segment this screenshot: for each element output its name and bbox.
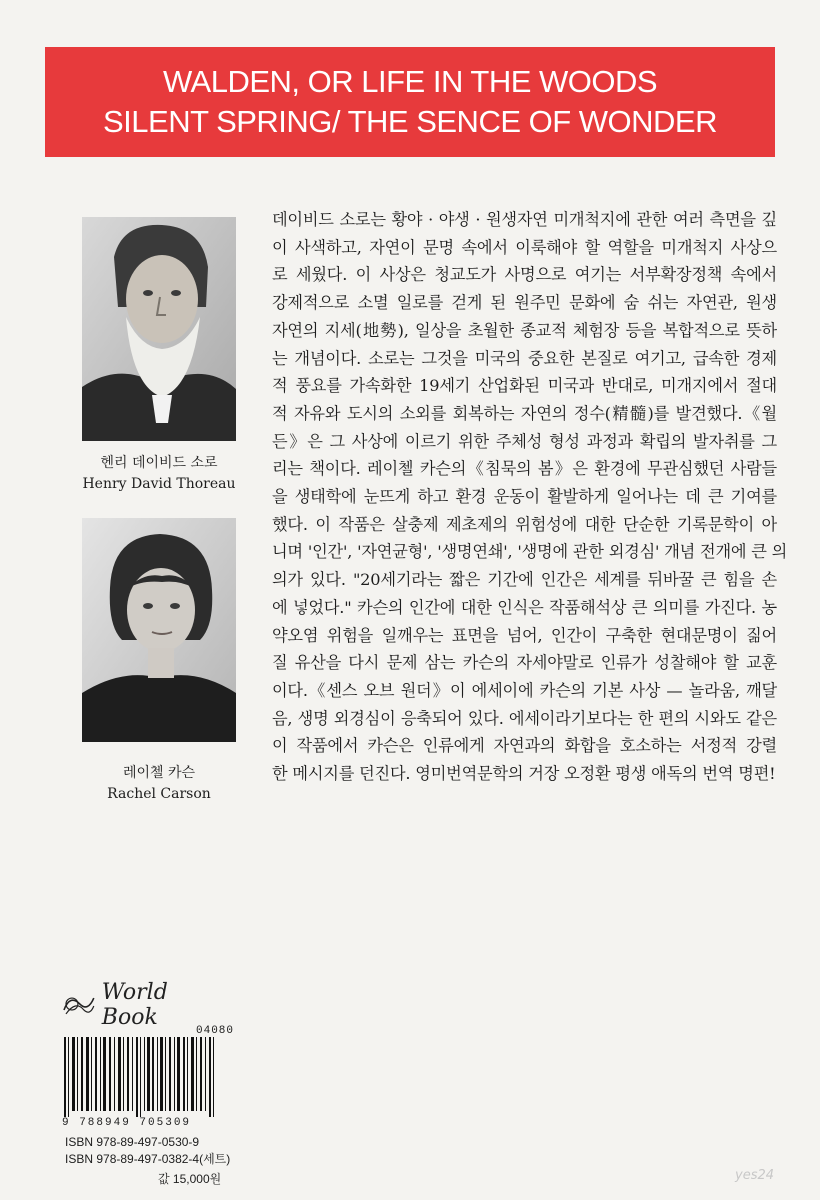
barcode-addon-digits: 04080	[196, 1025, 235, 1037]
caption-carson-ko: 레이첼 카슨	[122, 765, 196, 781]
text-line: 적 풍요를 가속화한 19세기 산업화된 미국과 반대로, 미개지에서 절대	[272, 376, 777, 396]
text-line: 니며 '인간', '자연균형', '생명연쇄', '생명에 관한 외경심' 개념 전개에 큰 의	[272, 542, 788, 562]
text-line: 이 사색하고, 자연이 문명 속에서 이룩해야 할 역할을 미개척지 사상으	[272, 237, 777, 257]
price-label: 값 15,000원	[158, 1172, 222, 1186]
publisher-logo	[60, 980, 230, 1030]
watermark: yes24	[735, 1168, 775, 1183]
portrait-carson	[82, 518, 236, 742]
text-line: 의가 있다. "20세기라는 짧은 기간에 인간은 세계를 뒤바꿀 큰 힘을 손	[272, 570, 777, 590]
text-line: 든》은 그 사상에 이르기 위한 주체성 형성 과정과 확립의 발자취를 그	[272, 431, 777, 451]
text-line: 로 세웠다. 이 사상은 청교도가 사명으로 여기는 서부확장정책 속에서	[272, 265, 777, 285]
isbn-line-1: ISBN 978-89-497-0530-9	[65, 1135, 200, 1149]
text-line: 이다.《센스 오브 원더》이 에세이에 카슨의 기본 사상 — 놀라움, 깨달	[272, 680, 777, 700]
barcode-digits: 9 788949 705309	[62, 1117, 192, 1129]
text-line: 질 유산을 다시 문제 삼는 카슨의 자세야말로 인류가 성찰해야 할 교훈	[272, 653, 777, 673]
title-line-2: SILENT SPRING/ THE SENCE OF WONDER	[102, 104, 717, 139]
text-line: 했다. 이 작품은 살충제 제초제의 위험성에 대한 단순한 기록문학이 아	[272, 514, 777, 534]
portrait-thoreau	[82, 217, 236, 441]
text-line: 한 메시지를 던진다. 영미번역문학의 거장 오정환 평생 애독의 번역 명편!	[272, 764, 776, 784]
text-line: 약오염 위험을 일깨우는 표면을 넘어, 인간이 구축한 현대문명이 짊어	[272, 625, 777, 645]
isbn-line-2: ISBN 978-89-497-0382-4(세트)	[65, 1152, 231, 1166]
text-line: 에 넣었다." 카슨의 인간에 대한 인식은 작품해석상 큰 의미를 가진다. 농	[272, 597, 777, 617]
text-line: 데이비드 소로는 황야 · 야생 · 원생자연 미개척지에 관한 여러 측면을 깊	[272, 210, 777, 229]
book-description	[272, 206, 788, 788]
publisher-emblem-icon	[60, 990, 98, 1020]
text-line: 음, 생명 외경심이 응축되어 있다. 에세이라기보다는 한 편의 시와도 같은	[272, 708, 777, 728]
caption-carson	[62, 763, 256, 805]
text-line: 을 생태학에 눈뜨게 하고 환경 운동이 활발하게 일어나는 데 큰 기여를	[272, 487, 777, 507]
text-line: 는 개념이다. 소로는 그것을 미국의 중요한 본질로 여기고, 급속한 경제	[272, 348, 777, 368]
text-line: 리는 책이다. 레이첼 카슨의《침묵의 봄》은 환경에 무관심했던 사람들	[272, 459, 777, 479]
text-line: 적 자유와 도시의 소외를 회복하는 자연의 정수(精髓)를 발견했다.《월	[272, 403, 777, 423]
barcode-image	[62, 1037, 224, 1117]
publisher-name: World Book	[101, 980, 168, 1030]
caption-thoreau-en: Henry David Thoreau	[82, 476, 236, 492]
text-line: 강제적으로 소멸 일로를 걷게 된 원주민 문화에 숨 쉬는 자연관, 원생	[272, 293, 777, 313]
text-line: 이 작품에서 카슨은 인류에게 자연과의 화합을 호소하는 서정적 강렬	[272, 736, 777, 756]
title-banner	[45, 47, 775, 157]
caption-thoreau-ko: 헨리 데이비드 소로	[100, 455, 218, 471]
caption-carson-en: Rachel Carson	[107, 786, 211, 802]
caption-thoreau	[62, 453, 256, 495]
title-line-1: WALDEN, OR LIFE IN THE WOODS	[162, 64, 658, 99]
text-line: 자연의 지세(地勢), 일상을 초월한 종교적 체험장 등을 복합적으로 뜻하	[272, 320, 777, 340]
